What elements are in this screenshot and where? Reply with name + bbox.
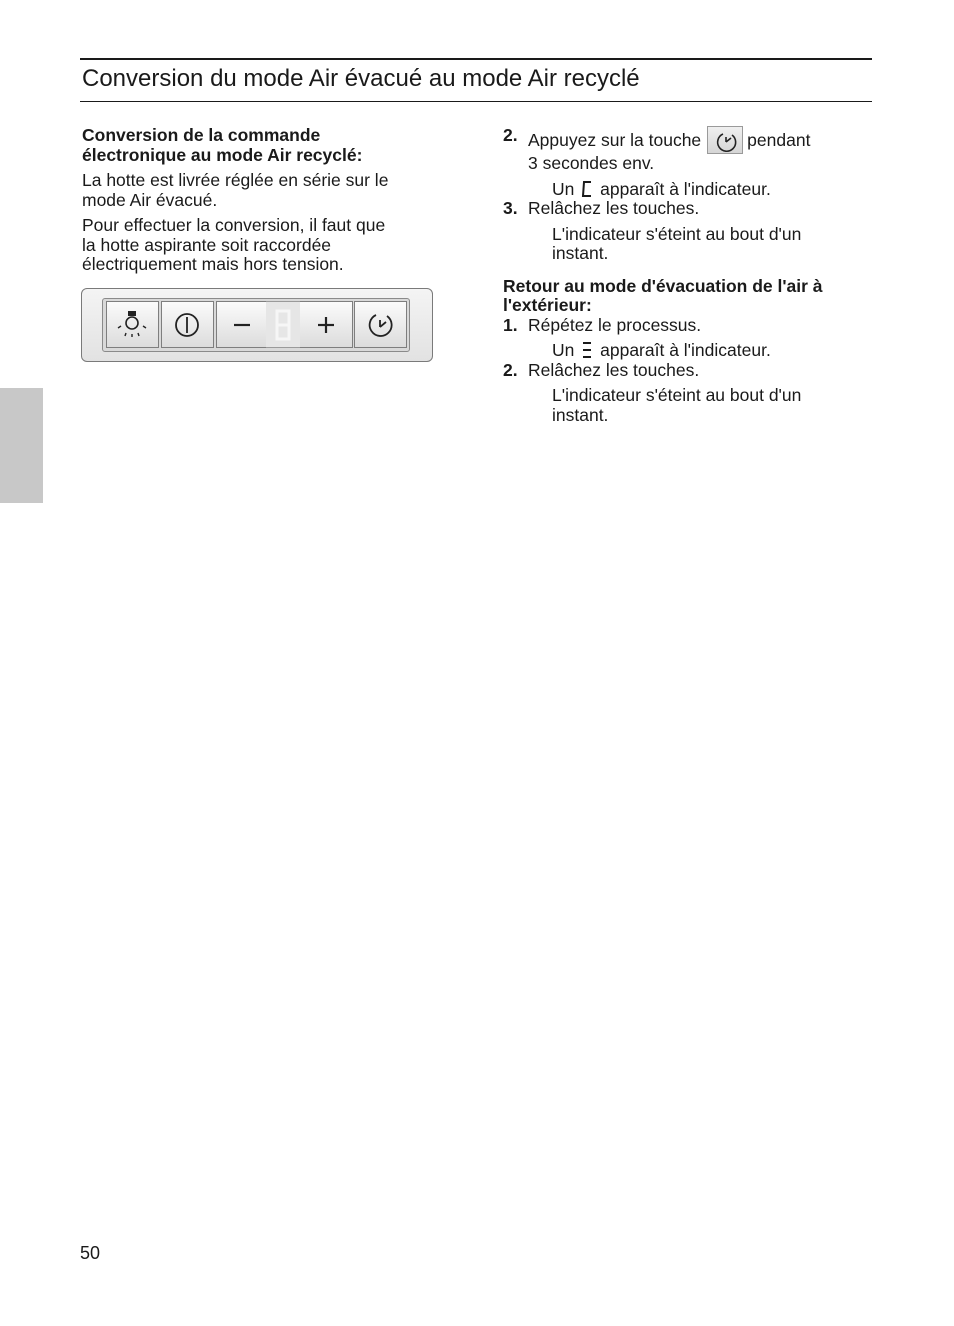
- step-result: [552, 386, 863, 425]
- heading-line: l'extérieur:: [503, 295, 592, 315]
- step-text: pendant: [747, 130, 811, 150]
- step-number: 2.: [503, 359, 518, 380]
- step-number: 3.: [503, 198, 518, 218]
- step-text: 3 secondes env.: [528, 153, 655, 173]
- heading-line: électronique au mode Air recyclé:: [82, 144, 363, 165]
- text-line: mode Air évacué.: [82, 189, 218, 210]
- title-bottom-rule: [80, 101, 872, 102]
- text-line: instant.: [552, 404, 609, 425]
- light-key: [106, 301, 159, 348]
- text-line: électriquement mais hors tension.: [82, 254, 344, 274]
- heading-line: Conversion de la commande: [82, 125, 321, 145]
- segment-c-icon: [581, 180, 593, 198]
- text-fragment: apparaît à l'indicateur.: [600, 340, 771, 360]
- plus-icon: [300, 302, 352, 347]
- page-number: 50: [80, 1243, 101, 1263]
- step-item: [503, 126, 863, 174]
- paragraph: [82, 216, 442, 275]
- text-line: la hotte aspirante soit raccordée: [82, 234, 332, 255]
- step-text: Appuyez sur la touche: [528, 130, 702, 150]
- segment-three-bars-icon: [581, 341, 593, 359]
- minus-key: [216, 301, 266, 348]
- text-line: L'indicateur s'éteint au bout d'un: [552, 223, 802, 244]
- timer-key: [354, 301, 407, 348]
- step-item: [503, 316, 863, 336]
- segment-display: [266, 301, 300, 348]
- section-heading: [503, 277, 863, 316]
- page-title: Conversion du mode Air évacué au mode Air recyclé: [82, 65, 640, 92]
- text-line: L'indicateur s'éteint au bout d'un: [552, 385, 802, 405]
- text-line: Pour effectuer la conversion, il faut que: [82, 215, 386, 235]
- step-result: [552, 341, 863, 361]
- timer-icon: [714, 129, 738, 153]
- step-result: [552, 225, 863, 264]
- minus-icon: [217, 302, 266, 347]
- plus-key: [300, 301, 353, 348]
- title-top-rule: [80, 58, 872, 60]
- section-heading: [82, 126, 442, 165]
- heading-line: Retour au mode d'évacuation de l'air à: [503, 275, 823, 296]
- power-key: [161, 301, 214, 348]
- left-column: [82, 126, 442, 275]
- control-panel-keys: [102, 298, 410, 352]
- text-line: La hotte est livrée réglée en série sur le: [82, 170, 389, 190]
- step-result: [552, 180, 863, 200]
- paragraph: [82, 171, 442, 210]
- step-number: 2.: [503, 125, 518, 145]
- digit-8-icon: [266, 302, 300, 347]
- light-icon: [107, 302, 158, 347]
- timer-key-inline: [707, 126, 743, 154]
- step-text: Relâchez les touches.: [528, 359, 700, 380]
- text-fragment: Un: [552, 178, 575, 199]
- step-text: Répétez le processus.: [528, 314, 702, 335]
- power-icon: [162, 302, 213, 347]
- step-text: Relâchez les touches.: [528, 198, 700, 218]
- step-item: [503, 361, 863, 381]
- text-line: instant.: [552, 243, 609, 263]
- step-item: [503, 199, 863, 219]
- text-fragment: Un: [552, 340, 575, 360]
- text-fragment: apparaît à l'indicateur.: [600, 178, 771, 199]
- step-number: 1.: [503, 314, 518, 335]
- section-tab: [0, 388, 43, 503]
- timer-icon: [355, 302, 406, 347]
- right-column: [503, 126, 863, 425]
- control-panel-illustration: [81, 288, 433, 362]
